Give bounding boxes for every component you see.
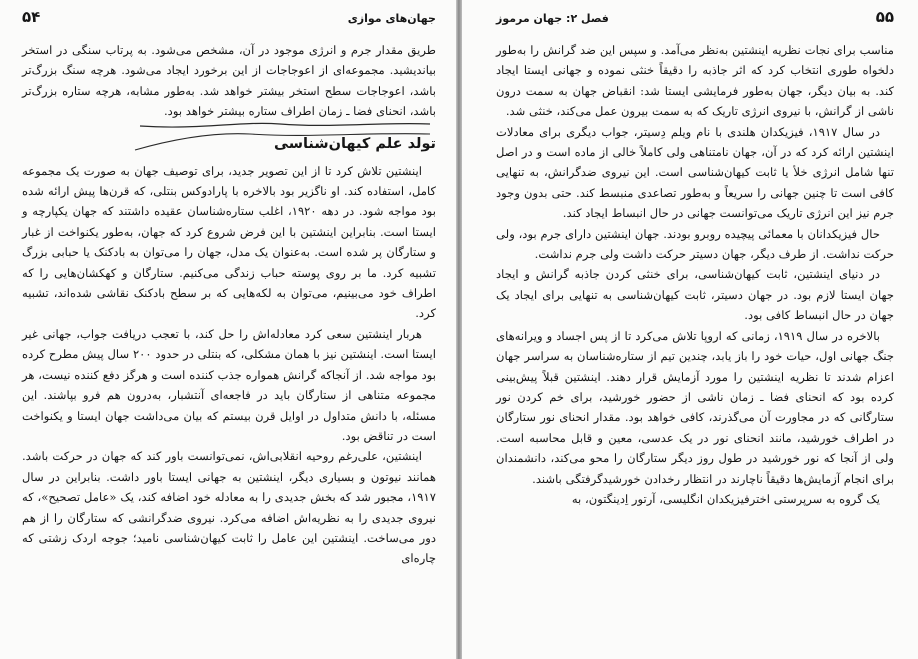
right-paragraph-6: یک گروه به سرپرستی اخترفیزیکدان انگلیسی، آرتور اِدینگتون، به — [571, 491, 880, 506]
left-running-head — [22, 8, 436, 28]
right-paragraph-2: در سال ۱۹۱۷، فیزیکدان هلندی با نام ویلم دِسیتر، جواب دیگری برای معادلات اینشتین ارائه کرد که در آن، جهان نامتناهی ولی کاملاً خالی از ماده است و در اصل تنها شامل انرژی خلأ یا ثابت کیهان‌شناسی است. این نیروی ضدگرانش، به تنهایی کافی است تا چنین جهانی را سریعاً و به‌طور تصاعدی منبسط کند. حتی بدون وجود جرم نیز این انرژی تاریک می‌توانست جهانی در حال انبساط ایجاد کند. — [496, 124, 894, 221]
right-paragraph-3: حال فیزیکدانان با معمائی پیچیده روبرو بودند. جهان اینشتین دارای جرم بود، ولی حرکت نداشت. از طرف دیگر، جهان دسیتر حرکت داشت ولی جرم نداشت. — [496, 226, 894, 262]
left-paragraph-3: هربار اینشتین سعی کرد معادله‌اش را حل کند، با تعجب دریافت جواب، جهانی غیر ایستا است. اینشتین نیز با همان مشکلی، که بنتلی در حدود ۲۰۰ سال پیش مطرح کرده بود مواجه شد. از آنجاکه گرانش همواره جذب کننده است و هرگز دفع کننده نیست، هر مجموعه متناهی از ستارگان باید در فاجعه‌ای آنتشبار، به‌درون هم فرو بپاشند. این مسئله، با دانش متداول در اوایل قرن بیستم که بیان می‌داشت جهان ایستا و یکنواخت است در تناقض بود. — [22, 326, 436, 443]
left-page-number: ۵۴ — [22, 8, 41, 26]
right-running-head — [496, 8, 894, 28]
left-paragraph-4: اینشتین، علی‌رغم روحیه انقلابی‌اش، نمی‌توانست باور کند که جهان در حرکت باشد. همانند نیوتون و بسیاری دیگر، اینشتین به جهانی ایستا باور داشت. بنابراین در سال ۱۹۱۷، مجبور شد که بخش جدیدی را به معادله خود اضافه کند، یک «عامل تصحیح»، که نیروی جدیدی را به نظریه‌اش اضافه می‌کرد. نیروی ضدگرانشی که ستارگان را از هم دور می‌ساخت. اینشتین این عامل را ثابت کیهان‌شناسی نامید؛ جوجه اردک زشتی که چاره‌ای — [22, 449, 436, 566]
section-heading: تولد علم کیهان‌شناسی — [274, 135, 436, 152]
left-paragraph-1: طریق مقدار جرم و انرژی موجود در آن، مشخص می‌شود. به پرتاب سنگی در استخر بیاندیشید. مجموعه‌ای از اعوجاجات از این برخورد ایجاد می‌شود. هرچه سنگ بزرگ‌تر باشد، اعوجاجات سطح استخر بیشتر خواهد شد. به‌طور مشابه، هرچه ستاره بزرگ‌تر باشد، انحنای فضا ـ زمان اطراف ستاره بیشتر خواهد بود. — [22, 43, 436, 119]
right-paragraph-1: مناسب برای نجات نظریه اینشتین به‌نظر می‌آمد. و سپس این ضد گرانش را به‌طور دلخواه طوری انتخاب کرد که اثر جاذبه را دقیقاً خنثی نموده و جهانی ایستا ایجاد کند. به بیان دیگر، جهان به‌طور فرمایشی ایستا شد: انقباض جهان به سمت درون ناشی از گرانش، با نیروی انرژی تاریک که به سمت بیرون عمل می‌کند، خنثی شد. — [496, 43, 894, 119]
left-running-title: جهان‌های موازی — [347, 12, 436, 25]
right-running-title: فصل ۲: جهان مرموز — [496, 12, 609, 25]
left-paragraph-2: اینشتین تلاش کرد تا از این تصویر جدید، برای توصیف جهان به صورت یک مجموعه کامل، استفاده کند. او ناگزیر بود بالاخره با پارادوکس بنتلی، که قرن‌ها پیش ارائه شده بود مواجه شود. در دهه ۱۹۲۰، اغلب ستاره‌شناسان عقیده داشتند که جهان یکپارچه و ایستا است. بنابراین اینشتین با این فرض شروع کرد که جهان، به‌طور یکنواخت از غبار و ستارگان پر شده است. به‌عنوان یک مدل، جهان را می‌توان به بادکنک یا حبابی بزرگ تشبیه کرد. ما بر روی پوسته حباب زندگی می‌کنیم. ستارگان و کهکشان‌هایی را که اطراف خود می‌بینیم، می‌توان به لکه‌هایی که بر سطح بادکنک نقاشی شده‌اند، تشبیه کرد. — [22, 163, 436, 321]
right-paragraph-5: بالاخره در سال ۱۹۱۹، زمانی که اروپا تلاش می‌کرد تا از پس اجساد و ویرانه‌های جنگ جهانی اول، حیات خود را باز یابد، چندین تیم از ستاره‌شناسان به سراسر جهان اعزام شدند تا نظریه اینشتین را مورد آزمایش قرار دهند. اینشتین قبلاً پیش‌بینی کرده بود که انحنای فضا ـ زمان ناشی از حضور خورشید، برای خم کردن نور ستارگانی که در مجاورت آن می‌گذرند، کافی خواهد بود. مقدار انحنای نور ستارگان در اطراف خورشید، مانند انحنای نور در یک عدسی، معین و قابل محاسبه است. ولی از آنجا که نور خورشید در طول روز دیگر ستارگان را محو می‌کند، دانشمندان برای انجام آزمایش‌ها دقیقاً ناچارند در انتظار رخدادن خورشیدگرفتگی باشند. — [496, 328, 894, 486]
right-page-number: ۵۵ — [875, 8, 894, 26]
right-paragraph-4: در دنیای اینشتین، ثابت کیهان‌شناسی، برای خنثی کردن جاذبه گرانش و ایجاد جهان ایستا لازم بود. در جهان دسیتر، ثابت کیهان‌شناسی به تنهایی برای ایجاد یک جهان در حال انبساط کافی بود. — [496, 267, 894, 323]
right-page — [462, 0, 918, 659]
left-page — [0, 0, 456, 659]
